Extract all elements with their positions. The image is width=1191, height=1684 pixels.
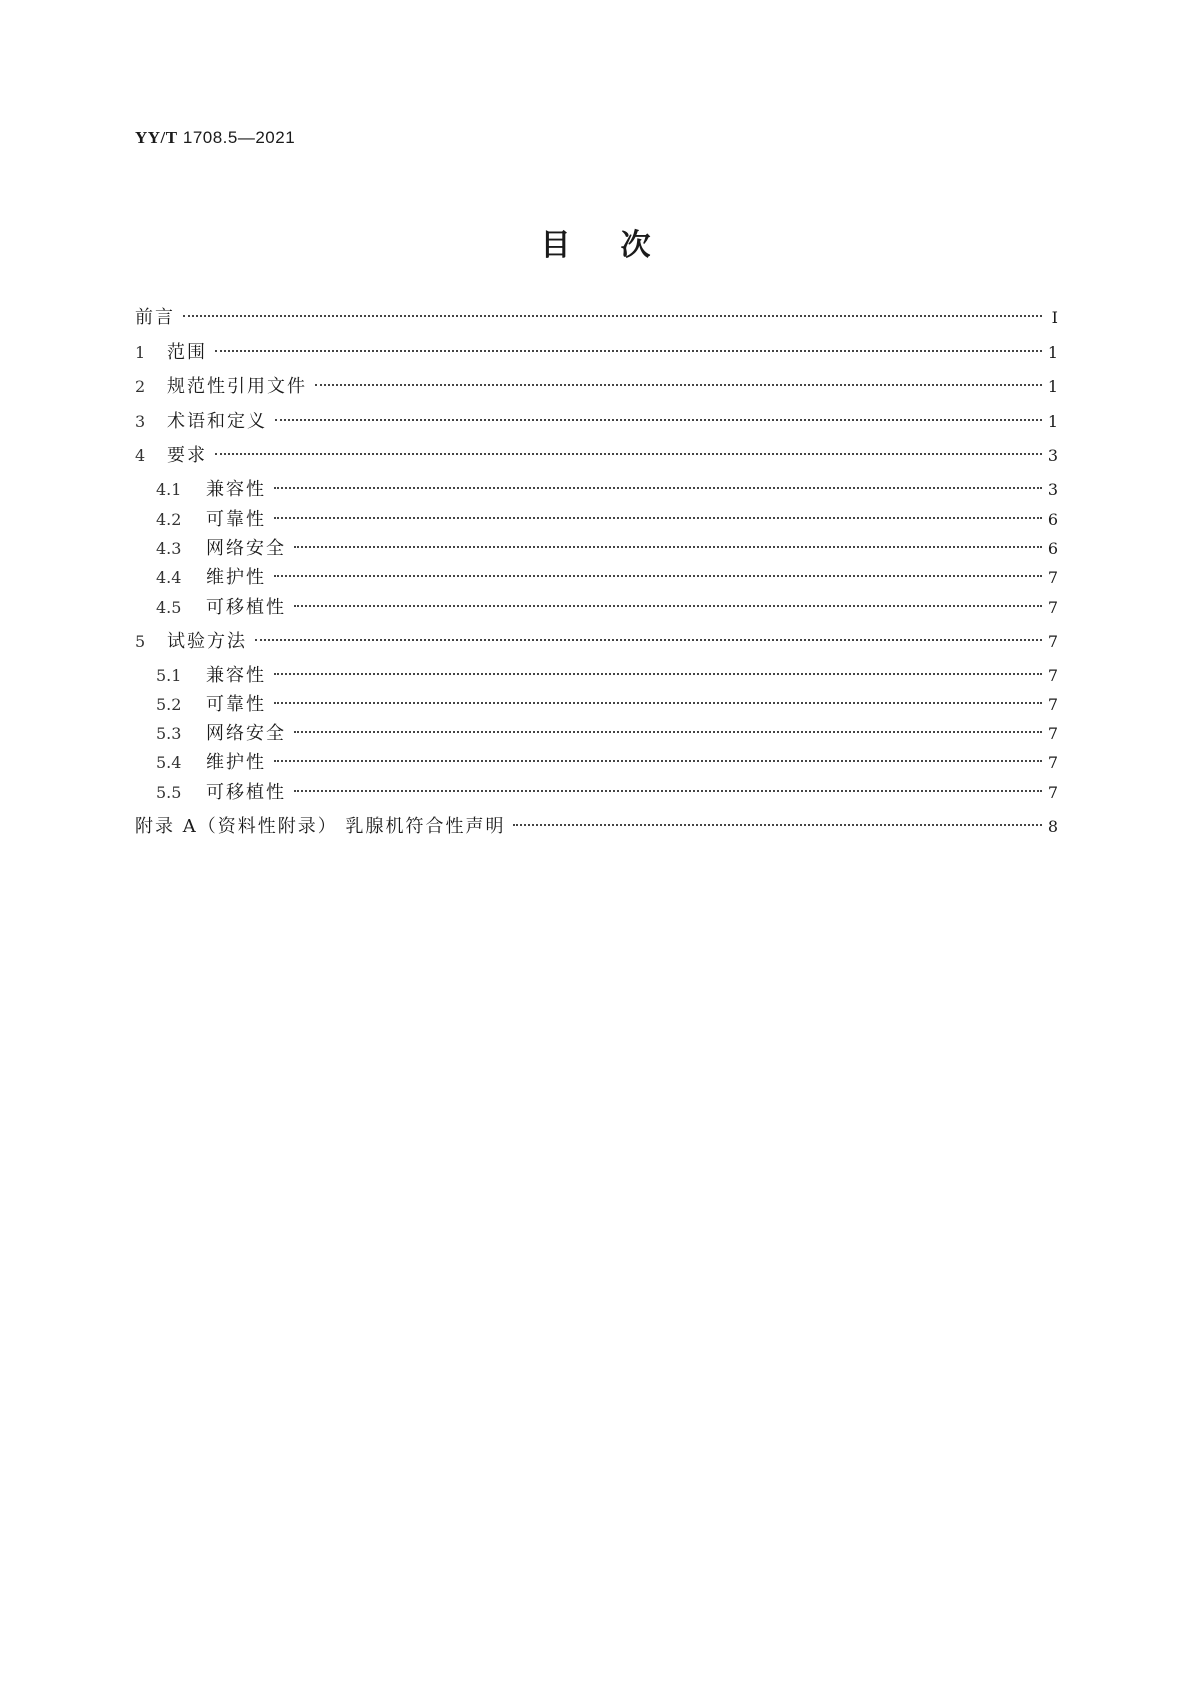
dot-leader (513, 824, 1041, 826)
toc-page-number: 7 (1047, 695, 1058, 714)
toc-page-number: 7 (1047, 783, 1058, 802)
toc-entry-foreword[interactable] (135, 306, 1058, 330)
dot-leader (274, 673, 1042, 675)
toc-entry-4-3[interactable] (156, 537, 1058, 561)
toc-entry-label: 要求 (167, 445, 207, 466)
dot-leader (215, 350, 1042, 352)
dot-leader (274, 702, 1042, 704)
dot-leader (294, 546, 1042, 548)
document-code (135, 128, 295, 148)
toc-page-number: 6 (1047, 539, 1058, 558)
toc-page-number: 7 (1047, 753, 1058, 772)
toc-entry-label: 前言 (135, 307, 175, 328)
toc-page-number: 1 (1047, 377, 1058, 396)
toc-page-number: 7 (1047, 598, 1058, 617)
toc-entry-number: 1 (135, 343, 146, 362)
toc-entry-label: 兼容性 (206, 479, 266, 500)
toc-entry-label: 试验方法 (167, 631, 247, 652)
toc-entry-number: 4.2 (156, 510, 182, 529)
toc-entry-number: 4.4 (156, 568, 182, 587)
toc-page-number: 6 (1047, 510, 1058, 529)
toc-entry-4-2[interactable] (156, 508, 1058, 532)
dot-leader (274, 517, 1042, 519)
toc-entry-1[interactable] (135, 341, 1058, 365)
toc-entry-label: 范围 (167, 342, 207, 363)
toc-entry-label: 兼容性 (206, 665, 266, 686)
dot-leader (183, 315, 1042, 317)
dot-leader (274, 487, 1042, 489)
toc-entry-label: 网络安全 (206, 538, 286, 559)
dot-leader (315, 384, 1042, 386)
page-title: 目次 (540, 228, 701, 263)
toc-entry-number: 5 (135, 632, 146, 651)
toc-entry-number: 5.5 (156, 783, 182, 802)
toc-entry-number: 5.1 (156, 666, 182, 685)
standard-number: 1708.5—2021 (182, 128, 296, 147)
toc-entry-3[interactable] (135, 410, 1058, 434)
toc-entry-number: 5.4 (156, 753, 182, 772)
toc-entry-4[interactable] (135, 444, 1058, 468)
dot-leader (255, 639, 1042, 641)
dot-leader (275, 419, 1042, 421)
toc-entry-2[interactable] (135, 375, 1058, 399)
standard-prefix: YY/T (135, 128, 178, 147)
toc-entry-5[interactable] (135, 630, 1058, 654)
toc-entry-number: 4 (135, 446, 146, 465)
toc-entry-label: 网络安全 (206, 723, 286, 744)
toc-entry-number: 4.5 (156, 598, 182, 617)
toc-page-number: 3 (1047, 446, 1058, 465)
dot-leader (274, 575, 1042, 577)
dot-leader (294, 605, 1042, 607)
toc-entry-number: 5.2 (156, 695, 182, 714)
toc-entry-5-1[interactable] (156, 664, 1058, 688)
toc-page-number: 8 (1047, 817, 1058, 836)
toc-entry-label: 可靠性 (206, 694, 266, 715)
toc-page-number: 7 (1047, 632, 1058, 651)
toc-page-number: Ⅰ (1051, 308, 1058, 327)
dot-leader (294, 731, 1042, 733)
toc-entry-number: 4.3 (156, 539, 182, 558)
dot-leader (294, 790, 1042, 792)
toc-entry-4-5[interactable] (156, 596, 1058, 620)
dot-leader (215, 453, 1042, 455)
toc-entry-label: 可移植性 (206, 782, 286, 803)
toc-page-number: 1 (1047, 343, 1058, 362)
toc-entry-number: 2 (135, 377, 146, 396)
toc-page-number: 1 (1047, 412, 1058, 431)
toc-page-number: 7 (1047, 666, 1058, 685)
toc-entry-label: 附录 A（资料性附录） 乳腺机符合性声明 (135, 816, 506, 837)
toc-entry-5-5[interactable] (156, 781, 1058, 805)
toc-entry-number: 5.3 (156, 724, 182, 743)
toc-page-number: 3 (1047, 480, 1058, 499)
toc-entry-4-1[interactable] (156, 478, 1058, 502)
toc-entry-label: 规范性引用文件 (167, 376, 307, 397)
toc-entry-label: 术语和定义 (167, 411, 267, 432)
toc-page-number: 7 (1047, 724, 1058, 743)
toc-entry-number: 3 (135, 412, 146, 431)
toc-entry-4-4[interactable] (156, 566, 1058, 590)
toc-page-number: 7 (1047, 568, 1058, 587)
toc-entry-label: 可移植性 (206, 597, 286, 618)
toc-entry-label: 可靠性 (206, 509, 266, 530)
dot-leader (274, 760, 1042, 762)
toc-entry-5-3[interactable] (156, 722, 1058, 746)
toc-entry-5-4[interactable] (156, 751, 1058, 775)
toc-entry-label: 维护性 (206, 752, 266, 773)
toc-entry-appendix-a[interactable] (135, 815, 1058, 839)
toc-entry-number: 4.1 (156, 480, 182, 499)
toc-entry-5-2[interactable] (156, 693, 1058, 717)
toc-entry-label: 维护性 (206, 567, 266, 588)
